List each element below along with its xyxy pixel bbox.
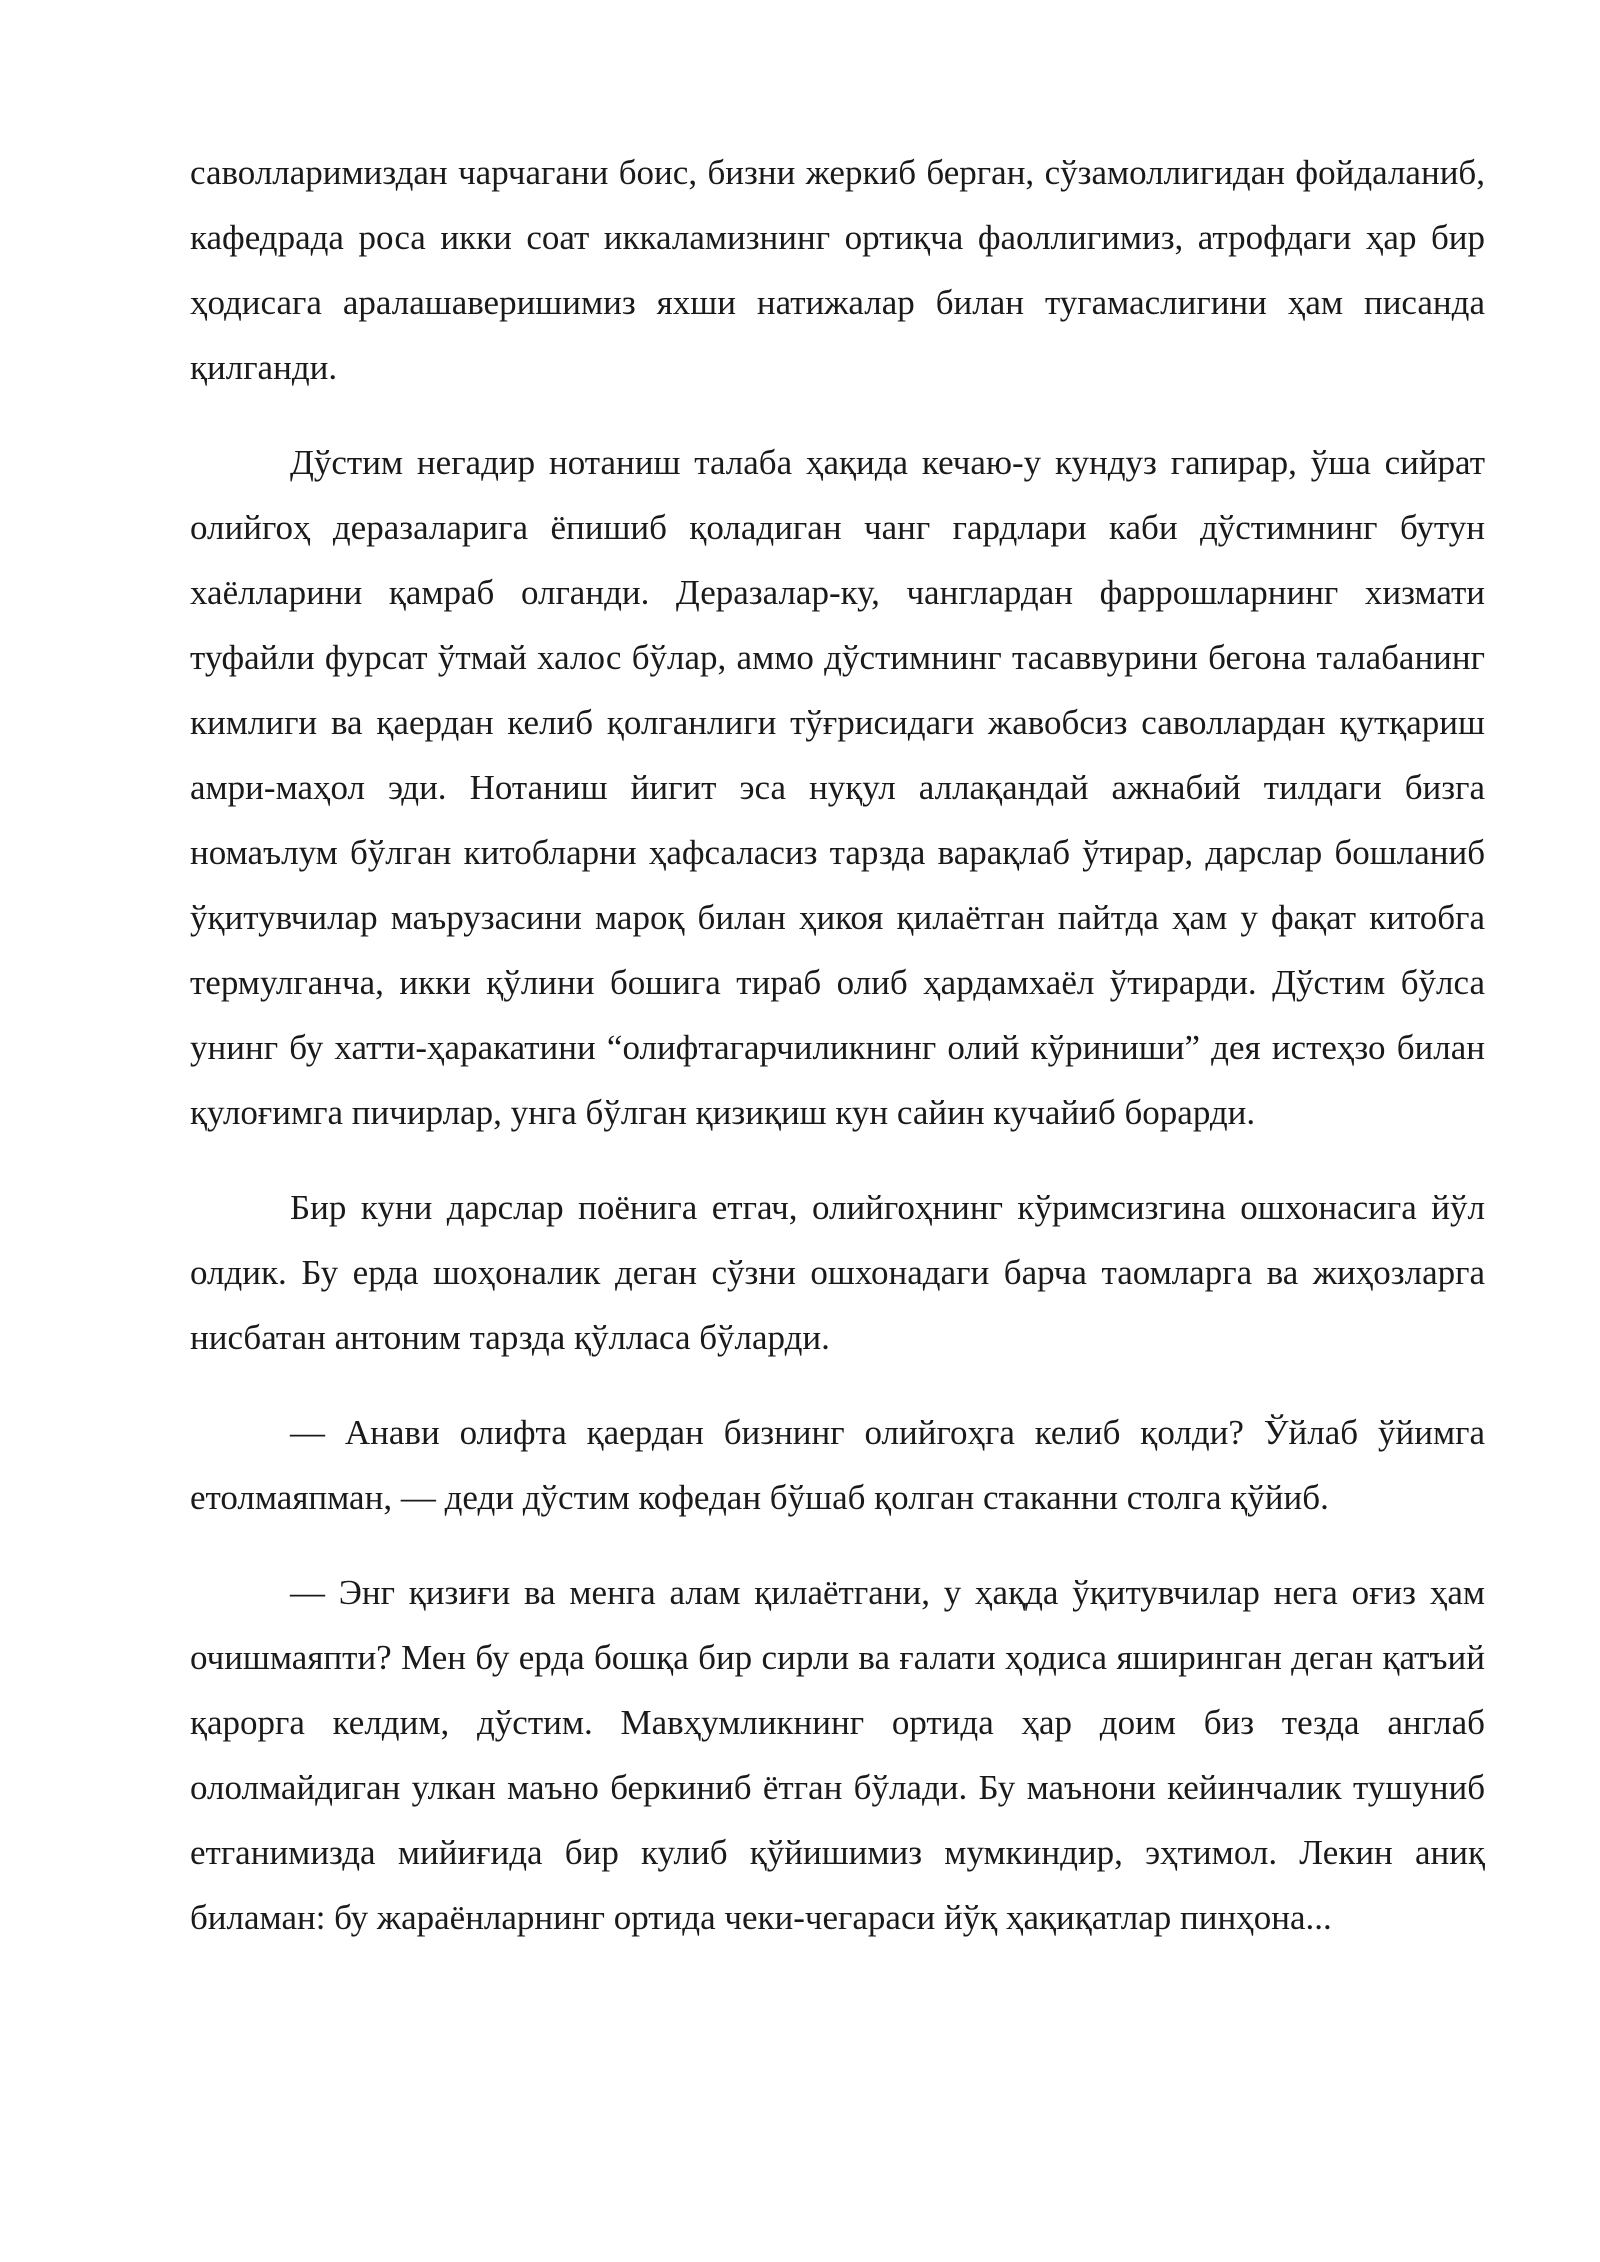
paragraph-4: — Анави олифта қаердан бизнинг олийгоҳга келиб қолди? Ўйлаб ўйимга етолмаяпман, — деди дўстим кофедан бўшаб қолган стаканни столга қўйиб. bbox=[190, 1413, 1485, 1517]
paragraph-3: Бир куни дарслар поёнига етгач, олийгоҳнинг кўримсизгина ошхонасига йўл олдик. Бу ерда шоҳоналик деган сўзни ошхонадаги барча таомларга ва жиҳозларга нисбатан антоним тарзда қўлласа бўларди. bbox=[190, 1188, 1485, 1357]
document-body bbox=[190, 140, 1485, 1980]
paragraph-1: саволларимиздан чарчагани боис, бизни жеркиб берган, сўзамоллигидан фойдаланиб, кафедрада роса икки соат иккаламизнинг ортиқча фаоллигимиз, атрофдаги ҳар бир ҳодисага аралашаверишимиз яхши натижалар билан тугамаслигини ҳам писанда қилганди. bbox=[190, 153, 1485, 387]
paragraph-5: — Энг қизиғи ва менга алам қилаётгани, у ҳақда ўқитувчилар нега оғиз ҳам очишмаяпти? Мен бу ерда бошқа бир сирли ва ғалати ҳодиса яширинган деган қатъий қарорга келдим, дўстим. Мавҳумликнинг ортида ҳар доим биз тезда англаб ололмайдиган улкан маъно беркиниб ётган бўлади. Бу маънони кейинчалик тушуниб етганимизда мийиғида бир кулиб қўйишимиз мумкиндир, эҳтимол. Лекин аниқ биламан: бу жараёнларнинг ортида чеки-чегараси йўқ ҳақиқатлар пинҳона... bbox=[190, 1573, 1485, 1937]
paragraph-2: Дўстим негадир нотаниш талаба ҳақида кечаю-у кундуз гапирар, ўша сийрат олийгоҳ деразаларига ёпишиб қоладиган чанг гардлари каби дўстимнинг бутун хаёлларини қамраб олганди. Деразалар-ку, чанглардан фаррошларнинг хизмати туфайли фурсат ўтмай халос бўлар, аммо дўстимнинг тасаввурини бегона талабанинг кимлиги ва қаердан келиб қолганлиги тўғрисидаги жавобсиз саволлардан қутқариш амри-маҳол эди. Нотаниш йигит эса нуқул аллақандай ажнабий тилдаги бизга номаълум бўлган китобларни ҳафсаласиз тарзда варақлаб ўтирар, дарслар бошланиб ўқитувчилар маърузасини мароқ билан ҳикоя қилаётган пайтда ҳам у фақат китобга термулганча, икки қўлини бошига тираб олиб ҳардамхаёл ўтирарди. Дўстим бўлса унинг бу хатти-ҳаракатини “олифтагарчиликнинг олий кўриниши” дея истеҳзо билан қулоғимга пичирлар, унга бўлган қизиқиш кун сайин кучайиб борарди. bbox=[190, 443, 1485, 1132]
